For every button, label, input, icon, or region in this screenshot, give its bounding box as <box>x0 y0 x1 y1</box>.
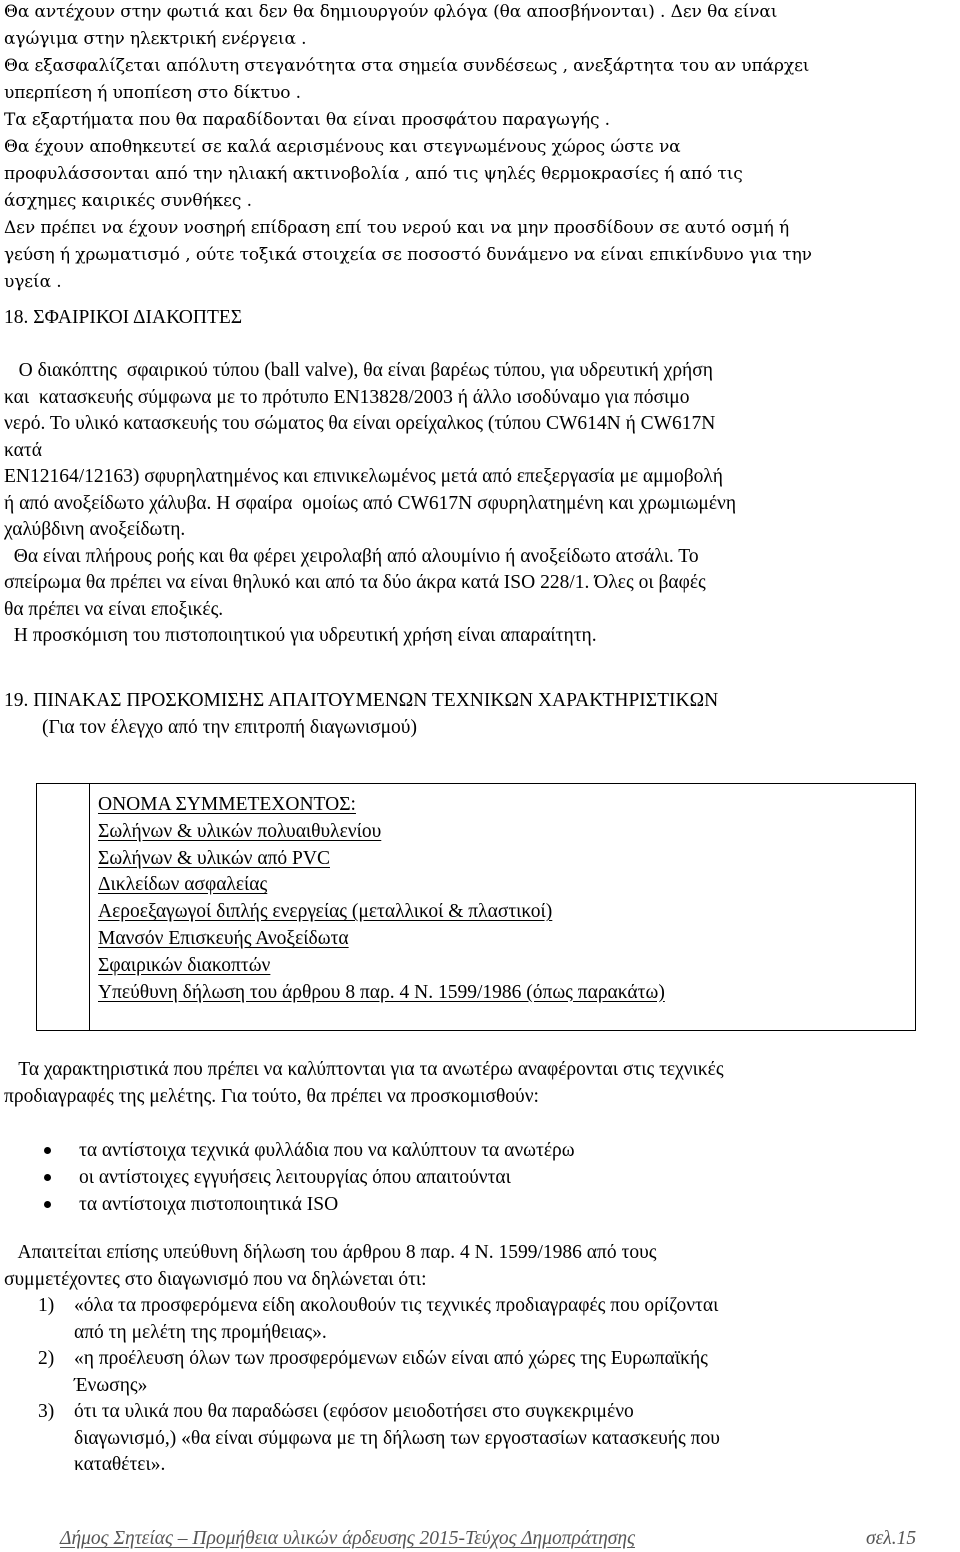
section-18-line: θα πρέπει να είναι εποξικές. <box>4 598 224 620</box>
checklist-item: Σφαιρικών διακοπτών <box>98 954 271 976</box>
section-18-heading: 18. ΣΦΑΙΡΙΚΟΙ ΔΙΑΚΟΠΤΕΣ <box>4 307 243 328</box>
requirements-line: Τα χαρακτηριστικά που πρέπει να καλύπτονται για τα ανωτέρω αναφέρονται στις τεχνικές <box>4 1059 724 1080</box>
section-18-line: Η προσκόμιση του πιστοποιητικού για υδρευτική χρήση είναι απαραίτητη. <box>4 625 597 646</box>
section-18-body <box>4 358 954 650</box>
numbered-item <box>0 1346 950 1399</box>
checklist-item: Αεροεξαγωγοί διπλής ενεργείας (μεταλλικοί & πλαστικοί) <box>98 901 553 923</box>
requirements-line: προδιαγραφές της μελέτης. Για τούτο, θα πρέπει να προσκομισθούν: <box>4 1085 539 1107</box>
required-documents-list <box>0 1137 950 1218</box>
footer-text: Δήμος Σητείας – Προμήθεια υλικών άρδευσης 2015-Τεύχος Δημοπράτησης <box>60 1528 635 1549</box>
bullet-icon <box>44 1147 51 1154</box>
section-18-line: χαλύβδινη ανοξείδωτη. <box>4 519 186 540</box>
item-line: από τη μελέτη της προμήθειας». <box>74 1321 327 1343</box>
intro-line: προφυλάσσονται από την ηλιακή ακτινοβολία , από τις ψηλές θερμοκρασίες ή από τις <box>4 164 743 184</box>
checklist-item: Υπεύθυνη δήλωση του άρθρου 8 παρ. 4 Ν. 1599/1986 (όπως παρακάτω) <box>98 981 665 1003</box>
declaration-line: συμμετέχοντες στο διαγωνισμό που να δηλώνεται ότι: <box>4 1268 427 1290</box>
section-18-line: νερό. Το υλικό κατασκευής του σώματος θα είναι ορείχαλκος (τύπου CW614N ή CW617N <box>4 413 716 434</box>
section-18-line: ΕΝ12164/12163) σφυρηλατημένος και επινικελωμένος μετά από επεξεργασία με αμμοβολή <box>4 466 723 487</box>
declaration-line: Απαιτείται επίσης υπεύθυνη δήλωση του άρθρου 8 παρ. 4 Ν. 1599/1986 από τους <box>4 1242 657 1263</box>
submission-checklist-table <box>36 783 916 1031</box>
list-item-text: τα αντίστοιχα τεχνικά φυλλάδια που να καλύπτουν τα ανωτέρω <box>79 1140 575 1161</box>
intro-line: υπερπίεση ή υποπίεση στο δίκτυο . <box>4 83 301 103</box>
numbered-item <box>0 1293 950 1346</box>
checklist-item: Σωλήνων & υλικών από PVC <box>98 847 330 869</box>
intro-line: Θα εξασφαλίζεται απόλυτη στεγανότητα στα σημεία συνδέσεως , ανεξάρτητα του αν υπάρχει <box>4 56 810 76</box>
declaration-paragraph <box>4 1240 954 1293</box>
item-line: ότι τα υλικά που θα παραδώσει (εφόσον μειοδοτήσει στο συγκεκριμένο <box>74 1401 634 1422</box>
list-item <box>0 1191 950 1218</box>
intro-line: Θα έχουν αποθηκευτεί σε καλά αερισμένους και στεγνωμένους χώρος ώστε να <box>4 137 681 157</box>
intro-line: Δεν πρέπει να έχουν νοσηρή επίδραση επί του νερού και να μην προσδίδουν σε αυτό οσμή ή <box>4 218 790 238</box>
section-18-line: και κατασκευής σύμφωνα με το πρότυπο ΕΝ13828/2003 ή άλλο ισοδύναμο για πόσιμο <box>4 386 690 408</box>
item-line: καταθέτει». <box>74 1454 166 1475</box>
section-18-line: κατά <box>4 439 42 461</box>
list-item <box>0 1137 950 1164</box>
intro-paragraph <box>4 0 954 296</box>
declaration-numbered-list <box>0 1293 950 1479</box>
item-line: «όλα τα προσφερόμενα είδη ακολουθούν τις τεχνικές προδιαγραφές που ορίζονται <box>74 1295 719 1316</box>
item-number: 1) <box>38 1295 55 1316</box>
section-19-heading: 19. ΠΙΝΑΚΑΣ ΠΡΟΣΚΟΜΙΣΗΣ ΑΠΑΙΤΟΥΜΕΝΩΝ ΤΕΧΝΙΚΩΝ ΧΑΡΑΚΤΗΡΙΣΤΙΚΩΝ <box>4 690 719 711</box>
participant-name-label: ΟΝΟΜΑ ΣΥΜΜΕΤΕΧΟΝΤΟΣ: <box>98 794 356 815</box>
numbered-item <box>0 1399 950 1479</box>
item-line: Ένωσης» <box>74 1374 148 1396</box>
list-item-text: οι αντίστοιχες εγγυήσεις λειτουργίας όπου απαιτούνται <box>79 1167 511 1188</box>
checklist-item: Δικλείδων ασφαλείας <box>98 874 268 896</box>
item-line: «η προέλευση όλων των προσφερόμενων ειδών είναι από χώρες της Ευρωπαϊκής <box>74 1348 708 1369</box>
section-18-line: Θα είναι πλήρους ροής και θα φέρει χειρολαβή από αλουμίνιο ή ανοξείδωτο ατσάλι. Το <box>4 545 699 567</box>
item-line: διαγωνισμό,) «θα είναι σύμφωνα με τη δήλωση των εργοστασίων κατασκευής που <box>74 1427 720 1449</box>
requirements-paragraph <box>4 1057 954 1110</box>
item-number: 3) <box>38 1401 55 1422</box>
intro-line: Τα εξαρτήματα που θα παραδίδονται θα είναι προσφάτου παραγωγής . <box>4 110 610 130</box>
list-item-text: τα αντίστοιχα πιστοποιητικά ISO <box>79 1194 339 1215</box>
checklist-item: Σωλήνων & υλικών πολυαιθυλενίου <box>98 820 382 842</box>
intro-line: άσχημες καιρικές συνθήκες . <box>4 191 252 211</box>
section-18-line: Ο διακόπτης σφαιρικού τύπου (ball valve), θα είναι βαρέως τύπου, για υδρευτική χρήση <box>4 360 713 381</box>
checklist-item: Μανσόν Επισκευής Ανοξείδωτα <box>98 927 349 949</box>
intro-line: αγώγιμα στην ηλεκτρική ενέργεια . <box>4 29 307 49</box>
item-number: 2) <box>38 1348 55 1369</box>
page-footer <box>60 1526 917 1552</box>
checklist-items-cell <box>90 784 916 1031</box>
section-18-line: σπείρωμα θα πρέπει να είναι θηλυκό και από τα δύο άκρα κατά ISO 228/1. Όλες οι βαφές <box>4 572 706 593</box>
bullet-icon <box>44 1174 51 1181</box>
page-number: σελ.15 <box>866 1528 917 1549</box>
intro-line: Θα αντέχουν στην φωτιά και δεν θα δημιουργούν φλόγα (θα αποσβήνονται) . Δεν θα είναι <box>4 2 778 22</box>
intro-line: γεύση ή χρωματισμό , ούτε τοξικά στοιχεία σε ποσοστό δυνάμενο να είναι επικίνδυνο για την <box>4 245 812 265</box>
section-18-line: ή από ανοξείδωτο χάλυβα. Η σφαίρα ομοίως από CW617N σφυρηλατημένη και χρωμιωμένη <box>4 492 737 514</box>
section-19-subheading: (Για τον έλεγχο από την επιτροπή διαγωνισμού) <box>42 717 417 738</box>
list-item <box>0 1164 950 1191</box>
bullet-icon <box>44 1201 51 1208</box>
checklist-blank-column <box>37 784 90 1031</box>
intro-line: υγεία . <box>4 272 62 292</box>
